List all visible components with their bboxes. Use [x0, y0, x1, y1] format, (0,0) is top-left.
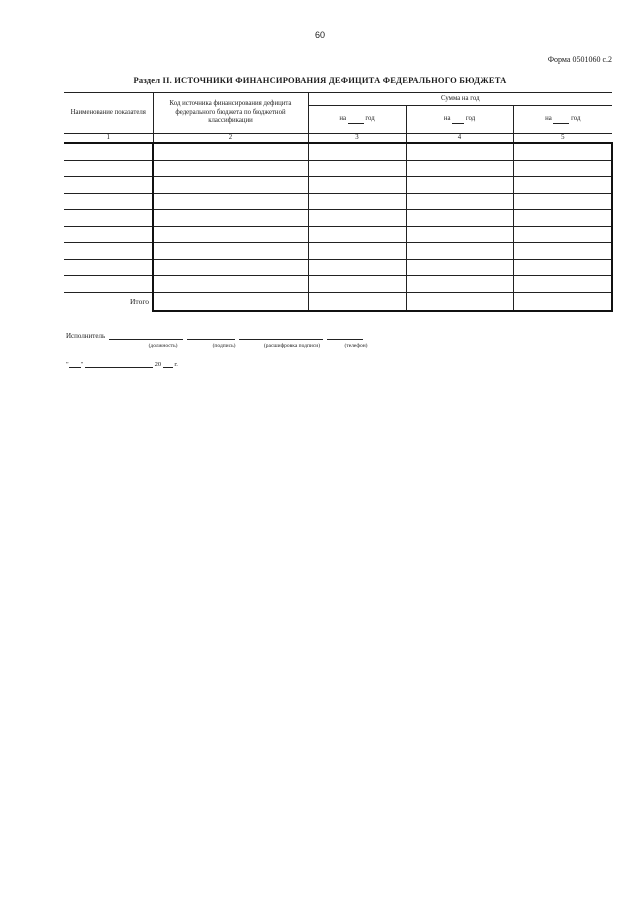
indicator-cell: [64, 143, 153, 160]
amount-cell: [406, 276, 513, 293]
code-cell: [153, 243, 308, 260]
total-label: Итого: [64, 292, 153, 311]
indicator-cell: [64, 276, 153, 293]
amount-cell: [513, 226, 612, 243]
header-year-3: на год: [513, 106, 612, 134]
amount-cell: [406, 243, 513, 260]
month-line: [85, 360, 153, 368]
code-cell: [153, 276, 308, 293]
amount-cell: [308, 177, 406, 194]
amount-cell: [513, 276, 612, 293]
amount-cell: [406, 160, 513, 177]
position-line: [109, 331, 183, 340]
code-cell: [153, 259, 308, 276]
amount-cell: [406, 177, 513, 194]
column-number: 1: [64, 134, 153, 144]
code-cell: [153, 193, 308, 210]
amount-cell: [308, 193, 406, 210]
indicator-cell: [64, 210, 153, 227]
indicator-cell: [64, 160, 153, 177]
date-line: [66, 360, 178, 368]
phone-label: (телефон): [344, 343, 368, 349]
total-amount-cell: [513, 292, 612, 311]
indicator-cell: [64, 243, 153, 260]
total-amount-cell: [406, 292, 513, 311]
amount-cell: [308, 160, 406, 177]
header-source-code: Код источника финансирования дефицита федерального бюджета по бюджетной классификации: [153, 93, 308, 134]
table-row: [64, 160, 612, 177]
amount-cell: [513, 243, 612, 260]
amount-cell: [308, 226, 406, 243]
signature-label: (подпись): [212, 343, 236, 349]
amount-cell: [406, 259, 513, 276]
page-number: 60: [314, 30, 325, 40]
amount-cell: [513, 259, 612, 276]
amount-cell: [513, 143, 612, 160]
year-suffix: г.: [174, 361, 178, 368]
financing-sources-table: [64, 92, 613, 312]
amount-cell: [308, 210, 406, 227]
table-row: [64, 259, 612, 276]
day-line: [69, 360, 81, 368]
signature-block: [66, 331, 386, 355]
column-number: 5: [561, 134, 565, 141]
phone-line: [327, 331, 363, 340]
executor-label: Исполнитель: [66, 332, 106, 340]
amount-cell: [513, 210, 612, 227]
column-number: 4: [406, 134, 513, 144]
amount-cell: [406, 193, 513, 210]
indicator-cell: [64, 177, 153, 194]
table-row: [64, 243, 612, 260]
code-cell: [153, 143, 308, 160]
code-cell: [153, 226, 308, 243]
indicator-cell: [64, 226, 153, 243]
signature-line: [187, 331, 235, 340]
indicator-cell: [64, 259, 153, 276]
header-year-1: на год: [308, 106, 406, 134]
code-cell: [153, 160, 308, 177]
amount-cell: [513, 193, 612, 210]
section-title: Раздел II. ИСТОЧНИКИ ФИНАНСИРОВАНИЯ ДЕФИЦИТА ФЕДЕРАЛЬНОГО БЮДЖЕТА: [133, 75, 507, 85]
amount-cell: [513, 160, 612, 177]
code-cell: [153, 210, 308, 227]
date-quote-open: ": [66, 361, 69, 368]
header-sum-per-year: Сумма на год: [308, 93, 612, 106]
amount-cell: [406, 210, 513, 227]
total-amount-cell: [308, 292, 406, 311]
total-row: [64, 292, 612, 311]
amount-cell: [308, 143, 406, 160]
amount-cell: [406, 226, 513, 243]
table-row: [64, 210, 612, 227]
table-row: [64, 193, 612, 210]
column-number: 2: [153, 134, 308, 144]
column-number: 3: [308, 134, 406, 144]
year-line: [163, 360, 173, 368]
code-cell: [153, 177, 308, 194]
date-quote-close: ": [80, 361, 84, 368]
year-prefix: 20: [154, 361, 162, 368]
table-row: [64, 177, 612, 194]
position-label: (должность): [148, 343, 178, 349]
indicator-cell: [64, 193, 153, 210]
amount-cell: [308, 259, 406, 276]
header-year-2: на год: [406, 106, 513, 134]
table-row: [64, 276, 612, 293]
amount-cell: [308, 276, 406, 293]
form-code: Форма 0501060 с.2: [547, 55, 612, 64]
table-row: [64, 226, 612, 243]
amount-cell: [406, 143, 513, 160]
amount-cell: [308, 243, 406, 260]
amount-cell: [513, 177, 612, 194]
header-indicator-name: Наименование показателя: [64, 93, 153, 134]
name-decoding-line: [239, 331, 323, 340]
name-decoding-label: (расшифровка подписи): [263, 343, 321, 349]
total-code-cell: [153, 292, 308, 311]
table-row: [64, 143, 612, 160]
